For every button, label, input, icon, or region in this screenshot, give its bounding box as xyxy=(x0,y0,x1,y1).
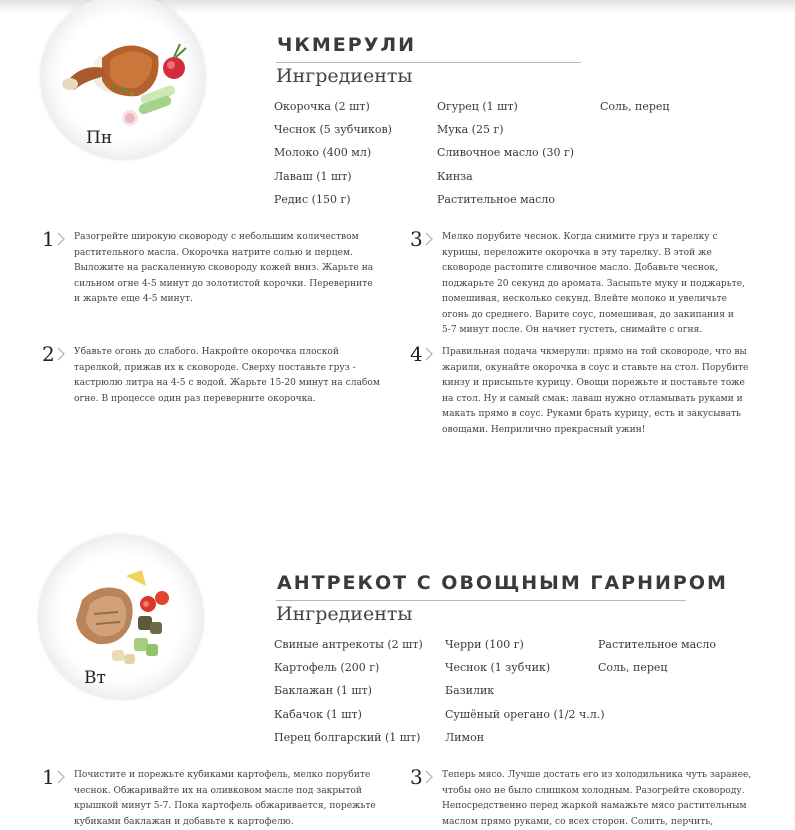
step-line: курицы, переложите окорочка в эту тарелку. В этой же xyxy=(442,246,745,262)
ingredient-item: Картофель (200 г) xyxy=(274,661,423,684)
step-line: кубиками баклажан и добавьте к картофелю. xyxy=(74,815,376,830)
step-line: макать прямо в соус. Руками брать курицу, есть и закусывать xyxy=(442,407,748,423)
ingredient-item: Лимон xyxy=(445,731,605,754)
step-line: огне. В процессе один раз переверните окорочка. xyxy=(74,392,380,408)
ingredient-item: Чеснок (1 зубчик) xyxy=(445,661,605,684)
ingredient-item: Растительное масло xyxy=(437,193,574,216)
recipe-step-3 xyxy=(410,230,780,340)
ingredient-item: Чеснок (5 зубчиков) xyxy=(274,123,392,146)
ingredient-item: Лаваш (1 шт) xyxy=(274,170,392,193)
ingredient-item: Растительное масло xyxy=(598,638,716,661)
step-text xyxy=(74,768,376,830)
step-line: сковороде растопите сливочное масло. Добавьте чеснок, xyxy=(442,261,745,277)
step-line: Правильная подача чкмерули: прямо на той сковороде, что вы xyxy=(442,345,748,361)
recipe-step-4 xyxy=(410,345,780,440)
ingredient-item: Свиные антрекоты (2 шт) xyxy=(274,638,423,661)
chevron-right-icon xyxy=(424,770,434,784)
step-line: чеснок. Обжаривайте их на оливковом масле под закрытой xyxy=(74,784,376,800)
ingredients-column-3 xyxy=(598,638,716,684)
step-number: 4 xyxy=(410,342,423,366)
step-text xyxy=(74,345,380,407)
step-number: 1 xyxy=(42,765,55,789)
step-line: Убавьте огонь до слабого. Накройте окорочка плоской xyxy=(74,345,380,361)
chevron-right-icon xyxy=(56,347,66,361)
ingredient-item: Кабачок (1 шт) xyxy=(274,708,423,731)
recipe-title: ЧКМЕРУЛИ xyxy=(277,34,416,56)
weekday-label: Пн xyxy=(86,128,112,148)
step-line: Теперь мясо. Лучше достать его из холодильника чуть заранее, xyxy=(442,768,751,784)
ingredients-heading: Ингредиенты xyxy=(276,65,413,87)
chevron-right-icon xyxy=(56,232,66,246)
recipe-step-1 xyxy=(42,230,382,310)
step-line: чтобы оно не было слишком холодным. Разогрейте сковороду. xyxy=(442,784,751,800)
ingredient-item: Перец болгарский (1 шт) xyxy=(274,731,423,754)
ingredient-item: Сливочное масло (30 г) xyxy=(437,146,574,169)
step-line: Почистите и порежьте кубиками картофель, мелко порубите xyxy=(74,768,376,784)
step-line: огонь до среднего. Варите соус, помешивая, до закипания и xyxy=(442,308,745,324)
chevron-right-icon xyxy=(56,770,66,784)
step-line: 5-7 минут после. Он начнет густеть, снимайте с огня. xyxy=(442,323,745,339)
ingredient-item: Кинза xyxy=(437,170,574,193)
ingredient-item: Огурец (1 шт) xyxy=(437,100,574,123)
step-line: овощами. Неприлично прекрасный ужин! xyxy=(442,423,748,439)
chicken-dish-illustration xyxy=(40,0,206,160)
step-line: и жарьте еще 4-5 минут. xyxy=(74,292,373,308)
ingredients-column-1 xyxy=(274,100,392,216)
step-number: 3 xyxy=(410,227,423,251)
ingredient-item: Сушёный орегано (1/2 ч.л.) xyxy=(445,708,605,731)
step-text xyxy=(442,768,751,830)
step-line: растительного масла. Окорочка натрите солью и перцем. xyxy=(74,246,373,262)
chevron-right-icon xyxy=(424,347,434,361)
chevron-right-icon xyxy=(424,232,434,246)
ingredient-item: Базилик xyxy=(445,684,605,707)
ingredient-item: Соль, перец xyxy=(598,661,716,684)
ingredient-item: Мука (25 г) xyxy=(437,123,574,146)
recipe-step-1 xyxy=(42,768,382,829)
weekday-label: Вт xyxy=(84,668,106,688)
step-line: жарили, окунайте окорочка в соус и ставьте на стол. Порубите xyxy=(442,361,748,377)
dish-photo-chkmeruli xyxy=(40,0,206,160)
ingredient-item: Соль, перец xyxy=(600,100,669,123)
step-text xyxy=(442,345,748,438)
ingredients-heading: Ингредиенты xyxy=(276,603,413,625)
ingredient-item: Баклажан (1 шт) xyxy=(274,684,423,707)
ingredient-item: Черри (100 г) xyxy=(445,638,605,661)
step-line: Мелко порубите чеснок. Когда снимите груз и тарелку с xyxy=(442,230,745,246)
step-number: 3 xyxy=(410,765,423,789)
recipe-title: АНТРЕКОТ С ОВОЩНЫМ ГАРНИРОМ xyxy=(277,572,728,594)
step-line: Непосредственно перед жаркой намажьте мясо растительным xyxy=(442,799,751,815)
ingredients-column-1 xyxy=(274,638,423,754)
ingredient-item: Молоко (400 мл) xyxy=(274,146,392,169)
step-text xyxy=(442,230,745,339)
step-line: помешивая, несколько секунд. Влейте молоко и увеличьте xyxy=(442,292,745,308)
step-line: тарелкой, прижав их к сковороде. Сверху поставьте груз - xyxy=(74,361,380,377)
dish-photo-entrecote xyxy=(38,534,204,700)
step-line: крышкой минут 5-7. Пока картофель обжаривается, порежьте xyxy=(74,799,376,815)
ingredients-column-3 xyxy=(600,100,669,123)
step-line: сильном огне 4-5 минут до золотистой корочки. Переверните xyxy=(74,277,373,293)
step-line: на стол. Ну и самый смак: лаваш нужно отламывать руками и xyxy=(442,392,748,408)
step-line: Выложите на раскаленную сковороду кожей вниз. Жарьте на xyxy=(74,261,373,277)
recipe-step-2 xyxy=(42,345,382,410)
ingredient-item: Редис (150 г) xyxy=(274,193,392,216)
step-text xyxy=(74,230,373,308)
ingredient-item: Окорочка (2 шт) xyxy=(274,100,392,123)
ingredients-column-2 xyxy=(445,638,605,754)
step-number: 2 xyxy=(42,342,55,366)
step-line: Разогрейте широкую сковороду с небольшим количеством xyxy=(74,230,373,246)
step-line: маслом прямо руками, со всех сторон. Солить, перчить, xyxy=(442,815,751,830)
step-line: кинзу и присыпьте курицу. Овощи порежьте и поставьте тоже xyxy=(442,376,748,392)
title-divider xyxy=(276,62,581,63)
ingredients-column-2 xyxy=(437,100,574,216)
step-line: кастрюлю литра на 4-5 с водой. Жарьте 15-20 минут на слабом xyxy=(74,376,380,392)
steak-dish-illustration xyxy=(38,534,204,700)
step-line: поджарьте 20 секунд до аромата. Засыпьте муку и поджарьте, xyxy=(442,277,745,293)
recipe-step-3 xyxy=(410,768,785,829)
step-number: 1 xyxy=(42,227,55,251)
title-divider xyxy=(276,600,686,601)
